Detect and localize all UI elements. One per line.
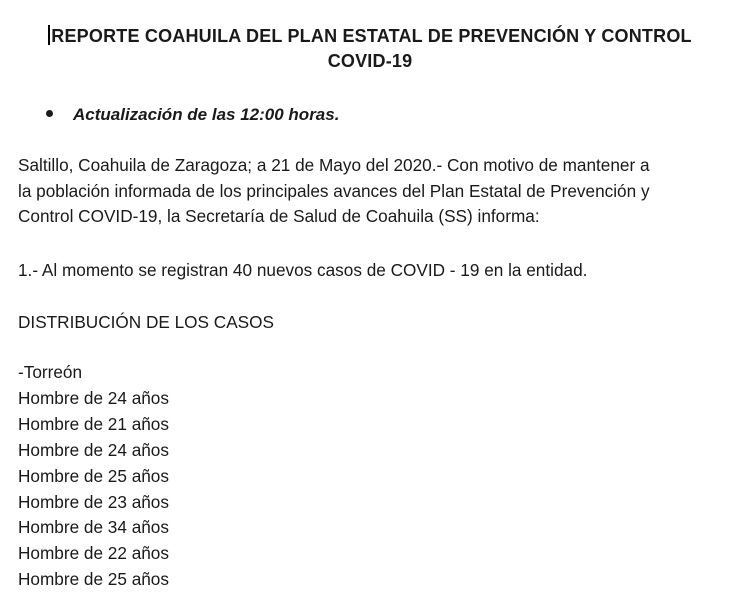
case-item: Hombre de 24 años: [18, 387, 169, 408]
case-item: Hombre de 24 años: [18, 439, 169, 460]
point-1-paragraph: 1.- Al momento se registran 40 nuevos casos de COVID - 19 en la entidad.: [18, 260, 588, 280]
title-line-1-text: REPORTE COAHUILA DEL PLAN ESTATAL DE PREVENCIÓN Y CONTROL: [51, 26, 692, 46]
intro-paragraph: [18, 153, 728, 230]
case-item: Hombre de 22 años: [18, 543, 169, 564]
case-item: Hombre de 34 años: [18, 517, 169, 538]
report-title: [0, 24, 740, 74]
intro-line: Control COVID-19, la Secretaría de Salud de Coahuila (SS) informa:: [18, 206, 540, 227]
case-item: Hombre de 23 años: [18, 491, 169, 512]
distribution-heading: DISTRIBUCIÓN DE LOS CASOS: [18, 312, 274, 332]
text-cursor: [48, 25, 50, 45]
city-label: -Torreón: [18, 362, 82, 382]
intro-line: Saltillo, Coahuila de Zaragoza; a 21 de Mayo del 2020.- Con motivo de mantener a: [18, 155, 650, 175]
update-bullet: [44, 104, 339, 126]
update-bullet-text: Actualización de las 12:00 horas.: [73, 105, 340, 124]
intro-line: la población informada de los principales avances del Plan Estatal de Prevención y: [18, 180, 650, 201]
bullet-icon: [46, 110, 53, 117]
case-item: Hombre de 21 años: [18, 413, 169, 434]
title-line-1: [0, 24, 740, 49]
case-item: Hombre de 25 años: [18, 465, 169, 486]
case-item: Hombre de 25 años: [18, 569, 169, 590]
title-line-2: COVID-19: [327, 51, 413, 71]
cases-list: [18, 360, 169, 593]
